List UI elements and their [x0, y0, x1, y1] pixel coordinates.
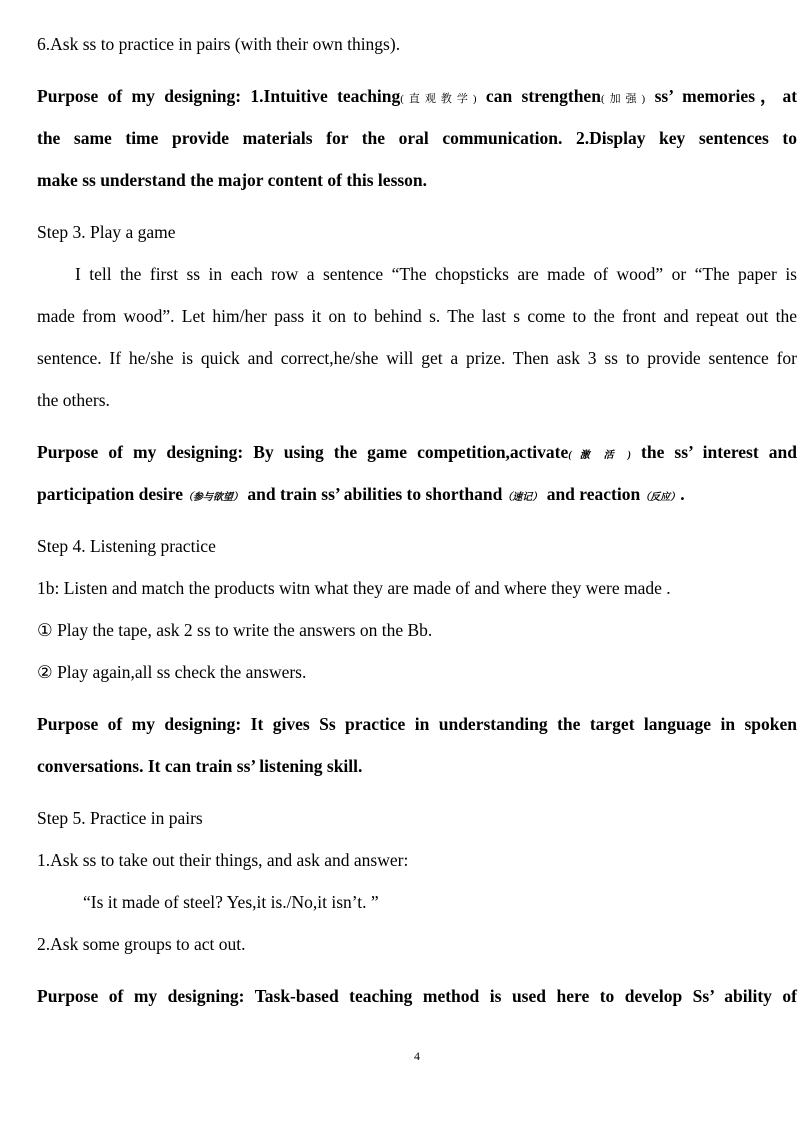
text-run: and train ss’ abilities to shorthand — [247, 484, 503, 504]
text-run: ss’ memories，at — [654, 86, 798, 106]
chinese-note: （参与欲望） — [183, 492, 243, 503]
purpose-paragraph-2-line-1 — [37, 441, 797, 467]
step-4-heading: Step 4. Listening practice — [37, 536, 216, 556]
purpose-paragraph-4-line-1: Purpose of my designing: Task-based teaching method is used here to develop Ss’ ability of — [37, 986, 797, 1006]
chinese-note: (直观教学) — [400, 93, 477, 105]
listening-instruction: 1b: Listen and match the products witn what they are made of and where they were made . — [37, 578, 671, 598]
page-number: 4 — [414, 1049, 420, 1063]
text-run: Purpose of my designing: By using the game competition,activate — [37, 442, 569, 462]
listening-step-2: ② Play again,all ss check the answers. — [37, 662, 307, 682]
text-run: . — [680, 484, 685, 504]
game-paragraph-line-1: I tell the first ss in each row a sentence “The chopsticks are made of wood” or “The paper is — [75, 264, 797, 284]
pairs-dialogue-example: “Is it made of steel? Yes,it is./No,it isn’t. ” — [83, 892, 379, 912]
text-run: and reaction — [546, 484, 641, 504]
pairs-instruction-1: 1.Ask ss to take out their things, and ask and answer: — [37, 850, 409, 870]
chinese-note: （反应） — [640, 492, 681, 503]
chinese-note: (加强) — [600, 93, 646, 105]
purpose-paragraph-1-line-2: the same time provide materials for the oral communication. 2.Display key sentences to — [37, 128, 797, 148]
purpose-paragraph-1-line-1 — [37, 85, 797, 110]
purpose-paragraph-2-line-2 — [37, 483, 797, 509]
step-3-heading: Step 3. Play a game — [37, 222, 176, 242]
text-run: participation desire — [37, 484, 183, 504]
chinese-note: ( 激 活 ) — [568, 450, 631, 461]
purpose-paragraph-3-line-2: conversations. It can train ss’ listening skill. — [37, 756, 363, 776]
chinese-note: （速记） — [502, 492, 543, 503]
step-5-heading: Step 5. Practice in pairs — [37, 808, 203, 828]
game-paragraph-line-3: sentence. If he/she is quick and correct,he/she will get a prize. Then ask 3 ss to provide sentence for — [37, 348, 797, 368]
purpose-paragraph-1-line-3: make ss understand the major content of this lesson. — [37, 170, 428, 190]
text-run: Purpose of my designing: 1.Intuitive teaching — [37, 86, 401, 106]
game-paragraph-line-4: the others. — [37, 390, 110, 410]
game-paragraph-line-2: made from wood”. Let him/her pass it on to behind s. The last s come to the front and repeat out the — [37, 306, 797, 326]
purpose-paragraph-3-line-1: Purpose of my designing: It gives Ss practice in understanding the target language in spoken — [37, 714, 797, 734]
pairs-instruction-2: 2.Ask some groups to act out. — [37, 934, 246, 954]
text-run: can strengthen — [485, 86, 601, 106]
text-run: the ss’ interest and — [641, 442, 797, 462]
listening-step-1: ① Play the tape, ask 2 ss to write the answers on the Bb. — [37, 620, 433, 640]
instruction-line: 6.Ask ss to practice in pairs (with their own things). — [37, 34, 401, 54]
